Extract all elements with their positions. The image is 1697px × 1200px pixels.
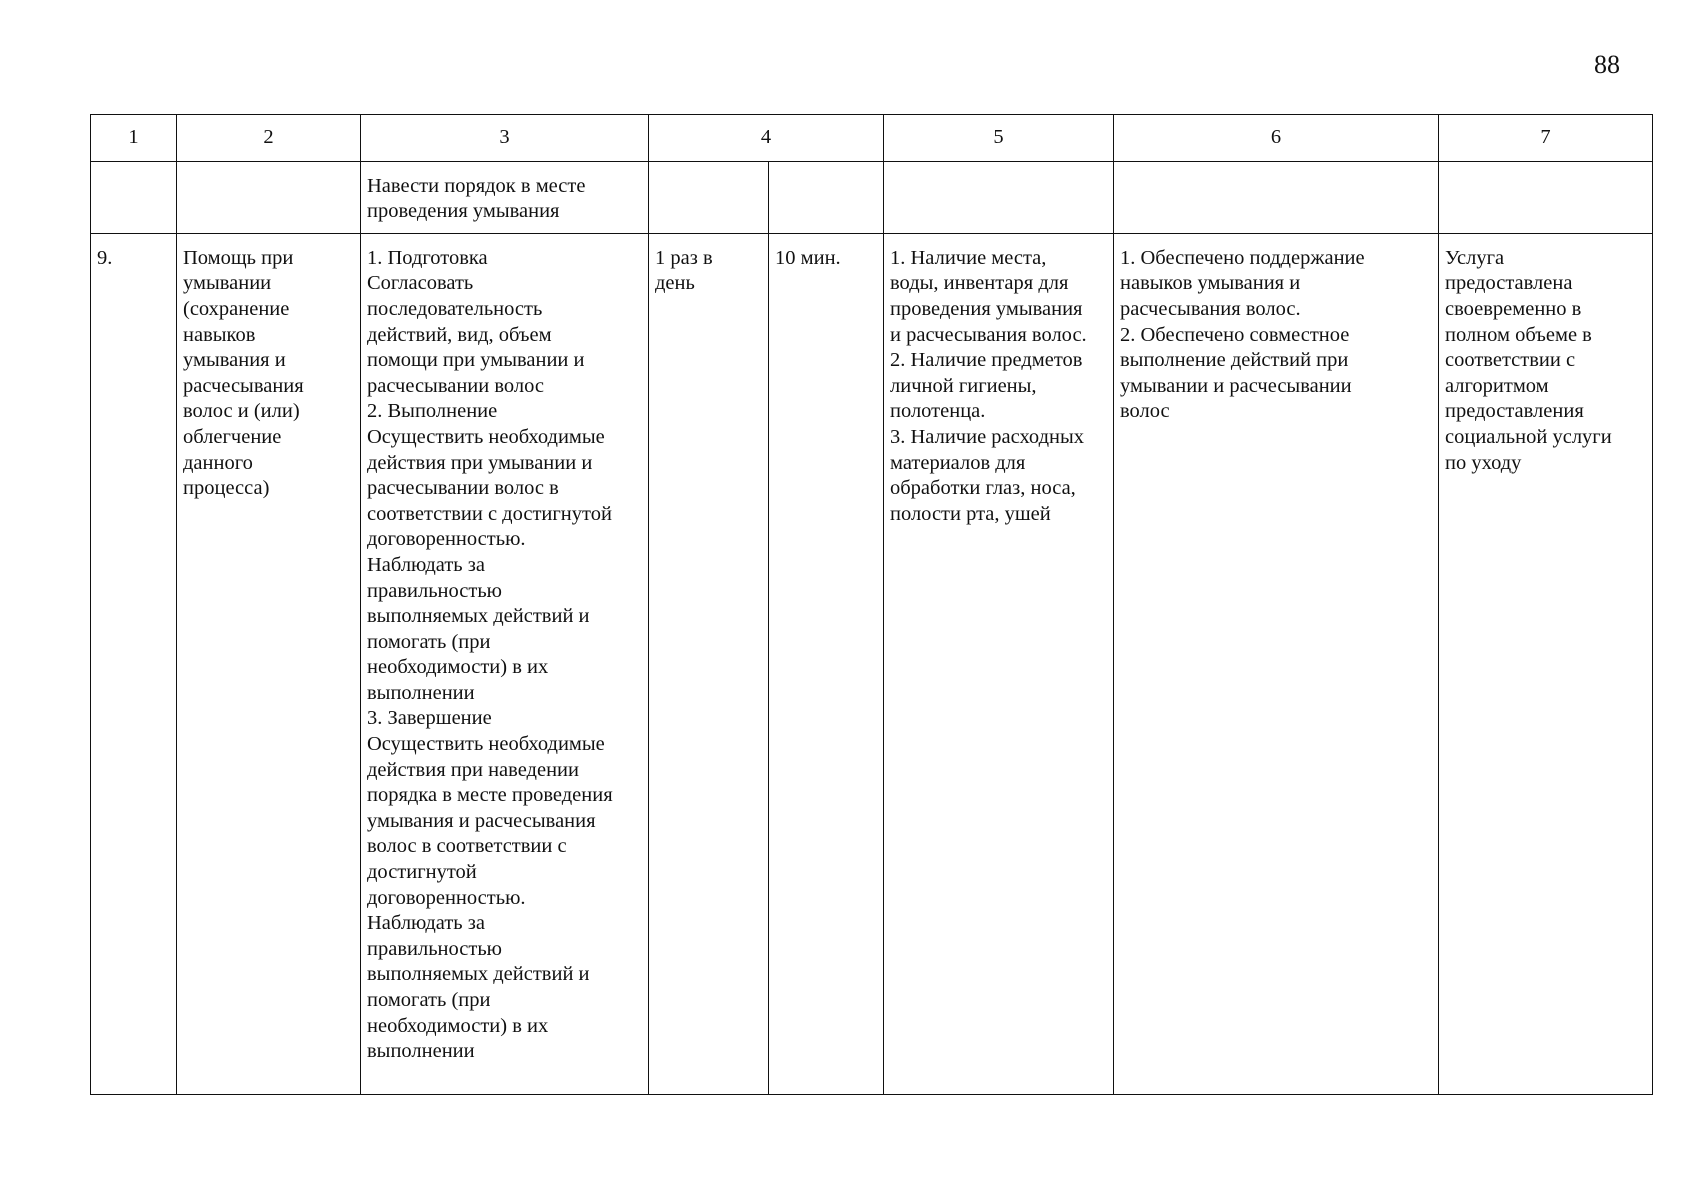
column-number-5: 5 (884, 115, 1114, 162)
table-row-9 (91, 233, 1653, 1094)
service-conditions: 1. Наличие места, воды, инвентаря для проведения умывания и расчесывания волос. 2. Наличие предметов личной гигиены, полотенца. 3. Наличие расходных материалов для обработки глаз, носа, полости рта, ушей (884, 233, 1114, 1094)
column-number-2: 2 (177, 115, 361, 162)
continuation-row (91, 161, 1653, 233)
continuation-cell-6 (1114, 161, 1439, 233)
column-number-4: 4 (649, 115, 884, 162)
continuation-cell-4a (649, 161, 769, 233)
service-procedure: 1. Подготовка Согласовать последовательность действий, вид, объем помощи при умывании и расчесывании волос 2. Выполнение Осуществить необходимые действия при умывании и расчесывании волос в соответствии с достигнутой договоренностью. Наблюдать за правильностью выполняемых действий и помогать (при необходимости) в их выполнении 3. Завершение Осуществить необходимые действия при наведении порядка в месте проведения умывания и расчесывания волос в соответствии с достигнутой договоренностью. Наблюдать за правильностью выполняемых действий и помогать (при необходимости) в их выполнении (361, 233, 649, 1094)
page-number: 88 (1594, 50, 1620, 79)
continuation-cell-1 (91, 161, 177, 233)
continuation-cell-4b (769, 161, 884, 233)
service-standard-table (90, 114, 1653, 1095)
column-number-6: 6 (1114, 115, 1439, 162)
continuation-procedure-text: Навести порядок в месте проведения умывания (361, 161, 649, 233)
column-number-3: 3 (361, 115, 649, 162)
continuation-cell-2 (177, 161, 361, 233)
column-number-7: 7 (1439, 115, 1653, 162)
service-name: Помощь при умывании (сохранение навыков умывания и расчесывания волос и (или) облегчение данного процесса) (177, 233, 361, 1094)
service-quality: Услуга предоставлена своевременно в полном объеме в соответствии с алгоритмом предоставления социальной услуги по уходу (1439, 233, 1653, 1094)
row-number: 9. (91, 233, 177, 1094)
continuation-cell-7 (1439, 161, 1653, 233)
column-number-header-row (91, 115, 1653, 162)
service-duration: 10 мин. (769, 233, 884, 1094)
column-number-1: 1 (91, 115, 177, 162)
continuation-cell-5 (884, 161, 1114, 233)
service-result: 1. Обеспечено поддержание навыков умывания и расчесывания волос. 2. Обеспечено совместное выполнение действий при умывании и расчесывании волос (1114, 233, 1439, 1094)
service-frequency: 1 раз в день (649, 233, 769, 1094)
